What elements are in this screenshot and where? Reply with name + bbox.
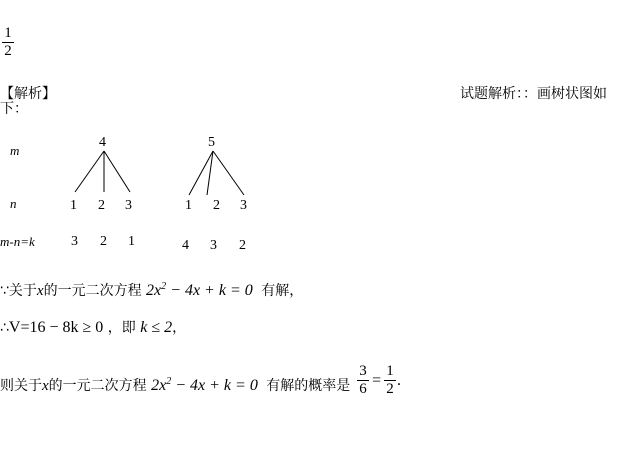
- row-label-diff: m-n=k: [0, 234, 35, 249]
- right-root: 5: [208, 135, 215, 150]
- line2-cond: k ≤ 2: [140, 319, 173, 336]
- right-branch-3: [213, 151, 244, 195]
- period: .: [397, 372, 401, 389]
- reasoning-line-2: [0, 318, 186, 338]
- probability-fraction-2: [384, 363, 396, 398]
- row-label-m: m: [10, 143, 20, 158]
- line1-prefix: ∵关于: [0, 283, 37, 299]
- right-leaf-2: 2: [213, 198, 220, 213]
- line3-equation: [151, 377, 258, 394]
- line1-equation: [146, 282, 253, 299]
- frac1-denominator: 6: [359, 381, 367, 397]
- right-leaf-3: 3: [240, 198, 247, 213]
- line1-eq-sup: 2: [161, 281, 167, 292]
- line1-suffix: 有解，: [261, 283, 304, 299]
- left-leaf-1: 1: [70, 198, 77, 213]
- analysis-label: 【解析】: [0, 86, 56, 102]
- answer-numerator: 1: [4, 25, 12, 41]
- line3-mid: 的一元二次方程: [48, 378, 147, 394]
- line3-eq-a: 2x: [151, 377, 167, 394]
- left-branch-3: [104, 151, 130, 192]
- right-branch-2: [207, 151, 213, 195]
- left-branch-1: [75, 151, 104, 192]
- reasoning-line-3: [0, 372, 350, 396]
- probability-fraction-1: [357, 363, 369, 398]
- right-diff-2: 3: [210, 238, 217, 253]
- line2-mid: ，即: [107, 320, 136, 336]
- analysis-intro: 试题解析：：画树状图如: [460, 86, 607, 102]
- line1-eq-a: 2x: [146, 282, 162, 299]
- right-branch-1: [189, 151, 213, 195]
- right-diff-3: 2: [239, 238, 246, 253]
- line3-prefix: 则关于: [0, 378, 42, 394]
- answer-denominator: 2: [4, 43, 12, 59]
- left-root: 4: [99, 135, 106, 150]
- equals-sign: =: [372, 372, 382, 389]
- right-leaf-1: 1: [185, 198, 192, 213]
- frac2-numerator: 1: [386, 363, 394, 379]
- row-label-n: n: [10, 196, 17, 211]
- line1-var: x: [36, 283, 44, 299]
- line2-prefix: ∴: [0, 320, 9, 336]
- frac1-numerator: 3: [359, 363, 367, 379]
- left-diff-2: 2: [100, 234, 107, 249]
- left-diff-3: 1: [128, 234, 135, 249]
- analysis-intro-wrap: 下：: [0, 101, 28, 117]
- line3-suffix: 有解的概率是: [266, 378, 351, 394]
- line3-eq-b: − 4x + k = 0: [171, 377, 258, 394]
- left-leaf-3: 3: [125, 198, 132, 213]
- frac2-denominator: 2: [386, 381, 394, 397]
- line2-suffix: ，: [172, 320, 187, 336]
- left-diff-1: 3: [71, 234, 78, 249]
- line1-mid: 的一元二次方程: [43, 283, 142, 299]
- line3-eq-sup: 2: [166, 376, 172, 387]
- right-diff-1: 4: [182, 238, 189, 253]
- line1-eq-b: − 4x + k = 0: [166, 282, 253, 299]
- line3-var: x: [42, 378, 49, 394]
- reasoning-line-1: [0, 277, 303, 301]
- line2-expr: V=16 − 8k ≥ 0: [8, 319, 104, 336]
- left-leaf-2: 2: [98, 198, 105, 213]
